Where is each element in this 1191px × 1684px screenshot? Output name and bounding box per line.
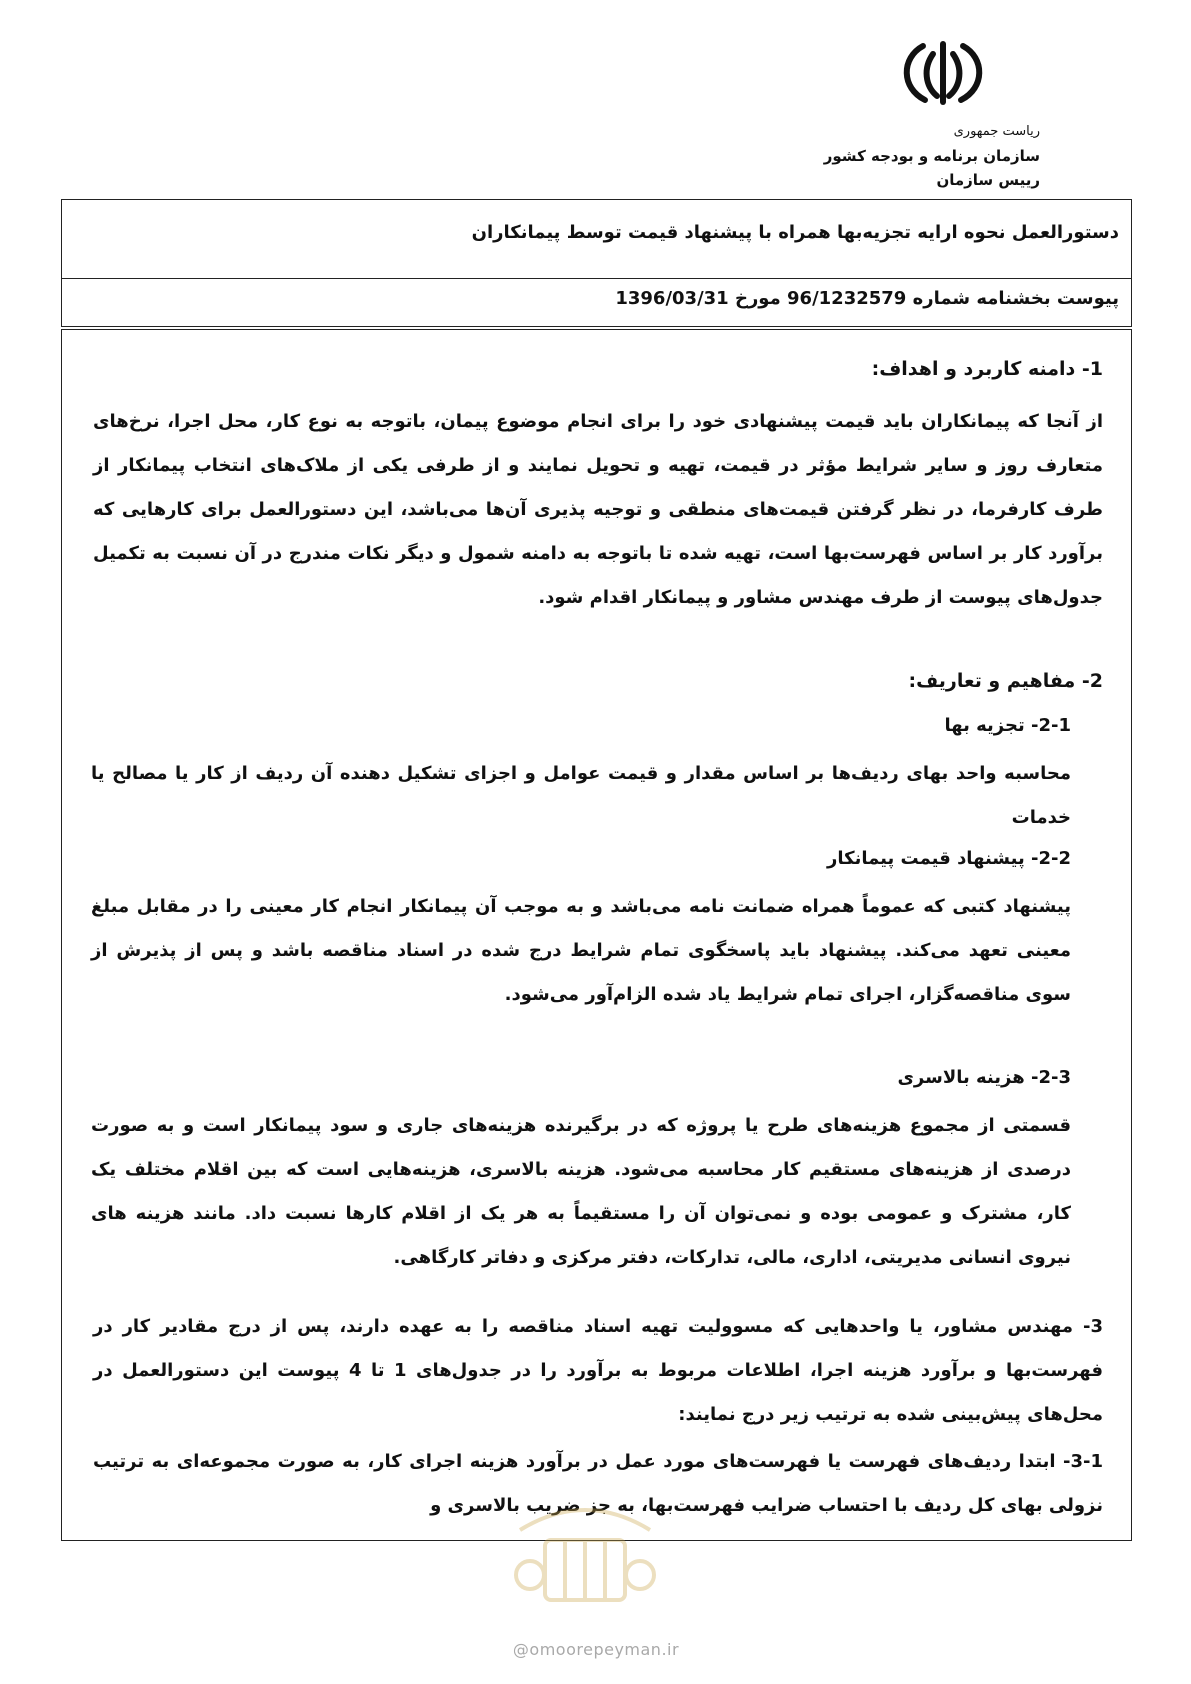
section-2-3-body: قسمتی از مجموع هزینه‌های طرح یا پروژه که در برگیرنده هزینه‌های جاری و سود پیمانکار است و به صورت درصدی از هزینه‌های مستقیم کار محاسبه می‌شود. هزینه بالاسری، هزینه‌هایی است که بین اقلام مختلف یک کار، مشترک و عمومی بوده و نمی‌توان آن را مستقیماً به هر یک از اقلام کارها نسبت داد. مانند هزینه های نیروی انسانی مدیریتی، اداری، مالی، تدارکات، دفتر مرکزی و دفاتر کارگاهی.: [91, 1115, 1071, 1268]
section-2-3-heading: 2-3- هزینه بالاسری: [897, 1067, 1071, 1088]
section-3-1-body: 3-1- ابتدا ردیف‌های فهرست یا فهرست‌های مورد عمل در برآورد هزینه اجرای کار، به صورت مجموعه‌ای به ترتیب نزولی بهای کل ردیف با احتساب ضرایب فهرست‌بها، به جز ضریب بالاسری و: [93, 1451, 1103, 1516]
document-title: دستورالعمل نحوه ارایه تجزیه‌بها همراه با پیشنهاد قیمت توسط پیمانکاران: [471, 222, 1119, 243]
section-2-2-body: پیشنهاد کتبی که عموماً همراه ضمانت نامه می‌باشد و به موجب آن پیمانکار انجام کار معینی را در مقابل مبلغ معینی تعهد می‌کند. پیشنهاد باید پاسخگوی تمام شرایط درج شده در اسناد مناقصه باشد و پس از پذیرش از سوی مناقصه‌گزار، اجرای تمام شرایط یاد شده الزام‌آور می‌شود.: [91, 896, 1071, 1005]
section-2-heading: 2- مفاهیم و تعاریف:: [908, 670, 1103, 692]
section-2-2-heading: 2-2- پیشنهاد قیمت پیمانکار: [827, 848, 1071, 869]
section-1-heading: 1- دامنه کاربرد و اهداف:: [871, 358, 1103, 380]
section-2-1-body: محاسبه واحد بهای ردیف‌ها بر اساس مقدار و قیمت عوامل و اجزای تشکیل دهنده آن ردیف از کار یا مصالح یا خدمات: [91, 763, 1071, 828]
title-box: [61, 199, 1132, 327]
section-3-body: 3- مهندس مشاور، یا واحدهایی که مسوولیت تهیه اسناد مناقصه را به عهده دارند، پس از درج مقادیر کار در فهرست‌بها و برآورد هزینه اجرا، اطلاعات مربوط به برآورد را در جدول‌های 1 تا 4 پیوست این دستورالعمل در محل‌های پیش‌بینی شده به ترتیب زیر درج نمایند:: [93, 1316, 1103, 1425]
attachment-reference: پیوست بخشنامه شماره 96/1232579 مورخ 1396/03/31: [615, 288, 1119, 309]
title-divider: [62, 278, 1131, 279]
section-1-body: از آنجا که پیمانکاران باید قیمت پیشنهادی خود را برای انجام موضوع پیمان، باتوجه به نوع کار، محل اجرا، نرخ‌های متعارف روز و سایر شرایط مؤثر در قیمت، تهیه و تحویل نمایند و از طرفی یکی از ملاک‌های انتخاب پیمانکار از طرف کارفرما، در نظر گرفتن قیمت‌های منطقی و توجیه پذیری آن‌ها می‌باشد، این دستورالعمل برای کارهایی که برآورد کار بر اساس فهرست‌بها است، تهیه شده تا باتوجه به دامنه شمول و دیگر نکات مندرج در آن نسبت به تکمیل جدول‌های پیوست از طرف مهندس مشاور و پیمانکار اقدام شود.: [93, 411, 1103, 608]
footer-website: @omoorepeyman.ir: [512, 1640, 680, 1659]
watermark-seal: [490, 1490, 680, 1620]
org-head: رییس سازمان: [936, 171, 1040, 189]
emblem-logo: [893, 36, 993, 108]
org-presidency: ریاست جمهوری: [953, 124, 1040, 139]
organization-header: [780, 120, 1040, 192]
org-budget-organization: سازمان برنامه و بودجه کشور: [823, 147, 1040, 165]
section-2-1-heading: 2-1- تجزیه بها: [944, 715, 1071, 736]
content-box: [61, 329, 1132, 1541]
